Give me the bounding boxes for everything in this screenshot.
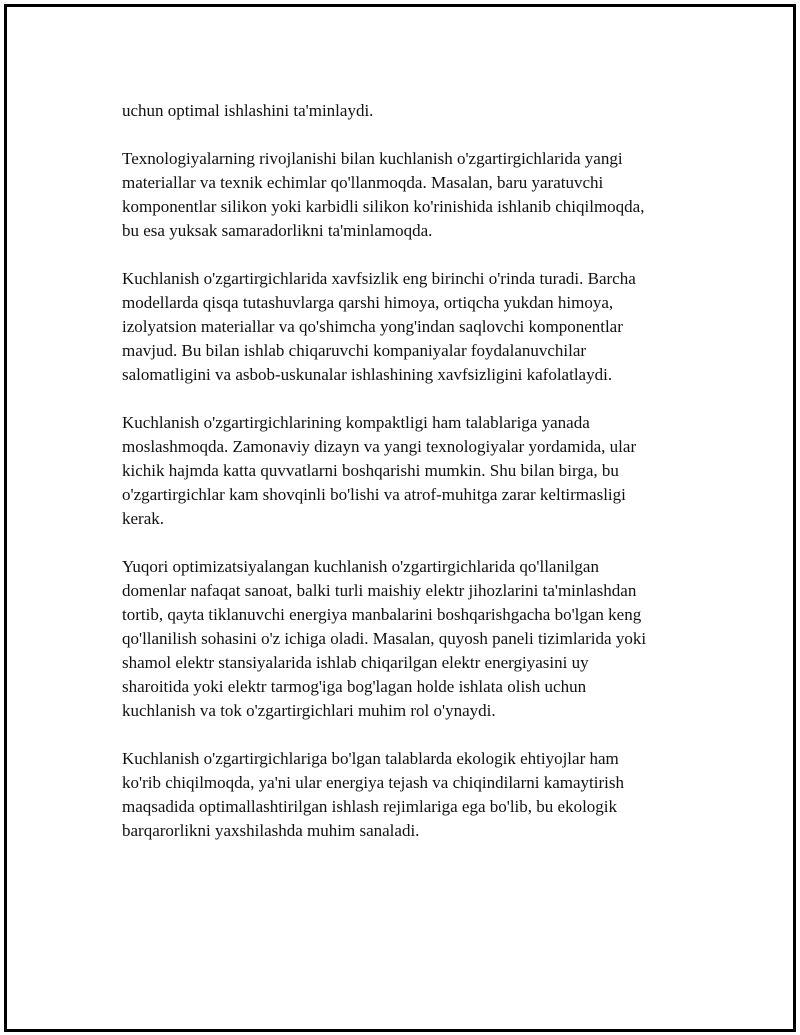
page-frame: [4, 4, 796, 1032]
paragraph-6: Kuchlanish o'zgartirgichlariga bo'lgan talablarda ekologik ehtiyojlar ham ko'rib chiqilmoqda, ya'ni ular energiya tejash va chiqindilarni kamaytirish maqsadida optimallashtirilgan ishlash rejimlariga ega bo'lib, bu ekologik barqarorlikni yaxshilashda muhim sanaladi.: [122, 749, 624, 840]
paragraph-1: uchun optimal ishlashini ta'minlaydi.: [122, 101, 374, 120]
document-body: [122, 99, 692, 867]
paragraph-3: Kuchlanish o'zgartirgichlarida xavfsizlik eng birinchi o'rinda turadi. Barcha modellarda qisqa tutashuvlarga qarshi himoya, ortiqcha yukdan himoya, izolyatsion materiallar va qo'shimcha yong'indan saqlovchi komponentlar mavjud. Bu bilan ishlab chiqaruvchi kompaniyalar foydalanuvchilar salomatligini va asbob-uskunalar ishlashining xavfsizligini kafolatlaydi.: [122, 269, 636, 384]
paragraph-5: Yuqori optimizatsiyalangan kuchlanish o'zgartirgichlarida qo'llanilgan domenlar nafaqat sanoat, balki turli maishiy elektr jihozlarini ta'minlashdan tortib, qayta tiklanuvchi energiya manbalarini boshqarishgacha bo'lgan keng qo'llanilish sohasini o'z ichiga oladi. Masalan, quyosh paneli tizimlarida yoki shamol elektr stansiyalarida ishlab chiqarilgan elektr energiyasini uy sharoitida yoki elektr tarmog'iga bog'lagan holde ishlata olish uchun kuchlanish va tok o'zgartirgichlari muhim rol o'ynaydi.: [122, 557, 647, 720]
paragraph-4: Kuchlanish o'zgartirgichlarining kompaktligi ham talablariga yanada moslashmoqda. Zamonaviy dizayn va yangi texnologiyalar yordamida, ular kichik hajmda katta quvvatlarni boshqarishi mumkin. Shu bilan birga, bu o'zgartirgichlar kam shovqinli bo'lishi va atrof-muhitga zarar keltirmasligi kerak.: [122, 413, 637, 528]
paragraph-2: Texnologiyalarning rivojlanishi bilan kuchlanish o'zgartirgichlarida yangi materiallar va texnik echimlar qo'llanmoqda. Masalan, baru yaratuvchi komponentlar silikon yoki karbidli silikon ko'rinishida ishlanib chiqilmoqda, bu esa yuksak samaradorlikni ta'minlamoqda.: [122, 149, 645, 240]
